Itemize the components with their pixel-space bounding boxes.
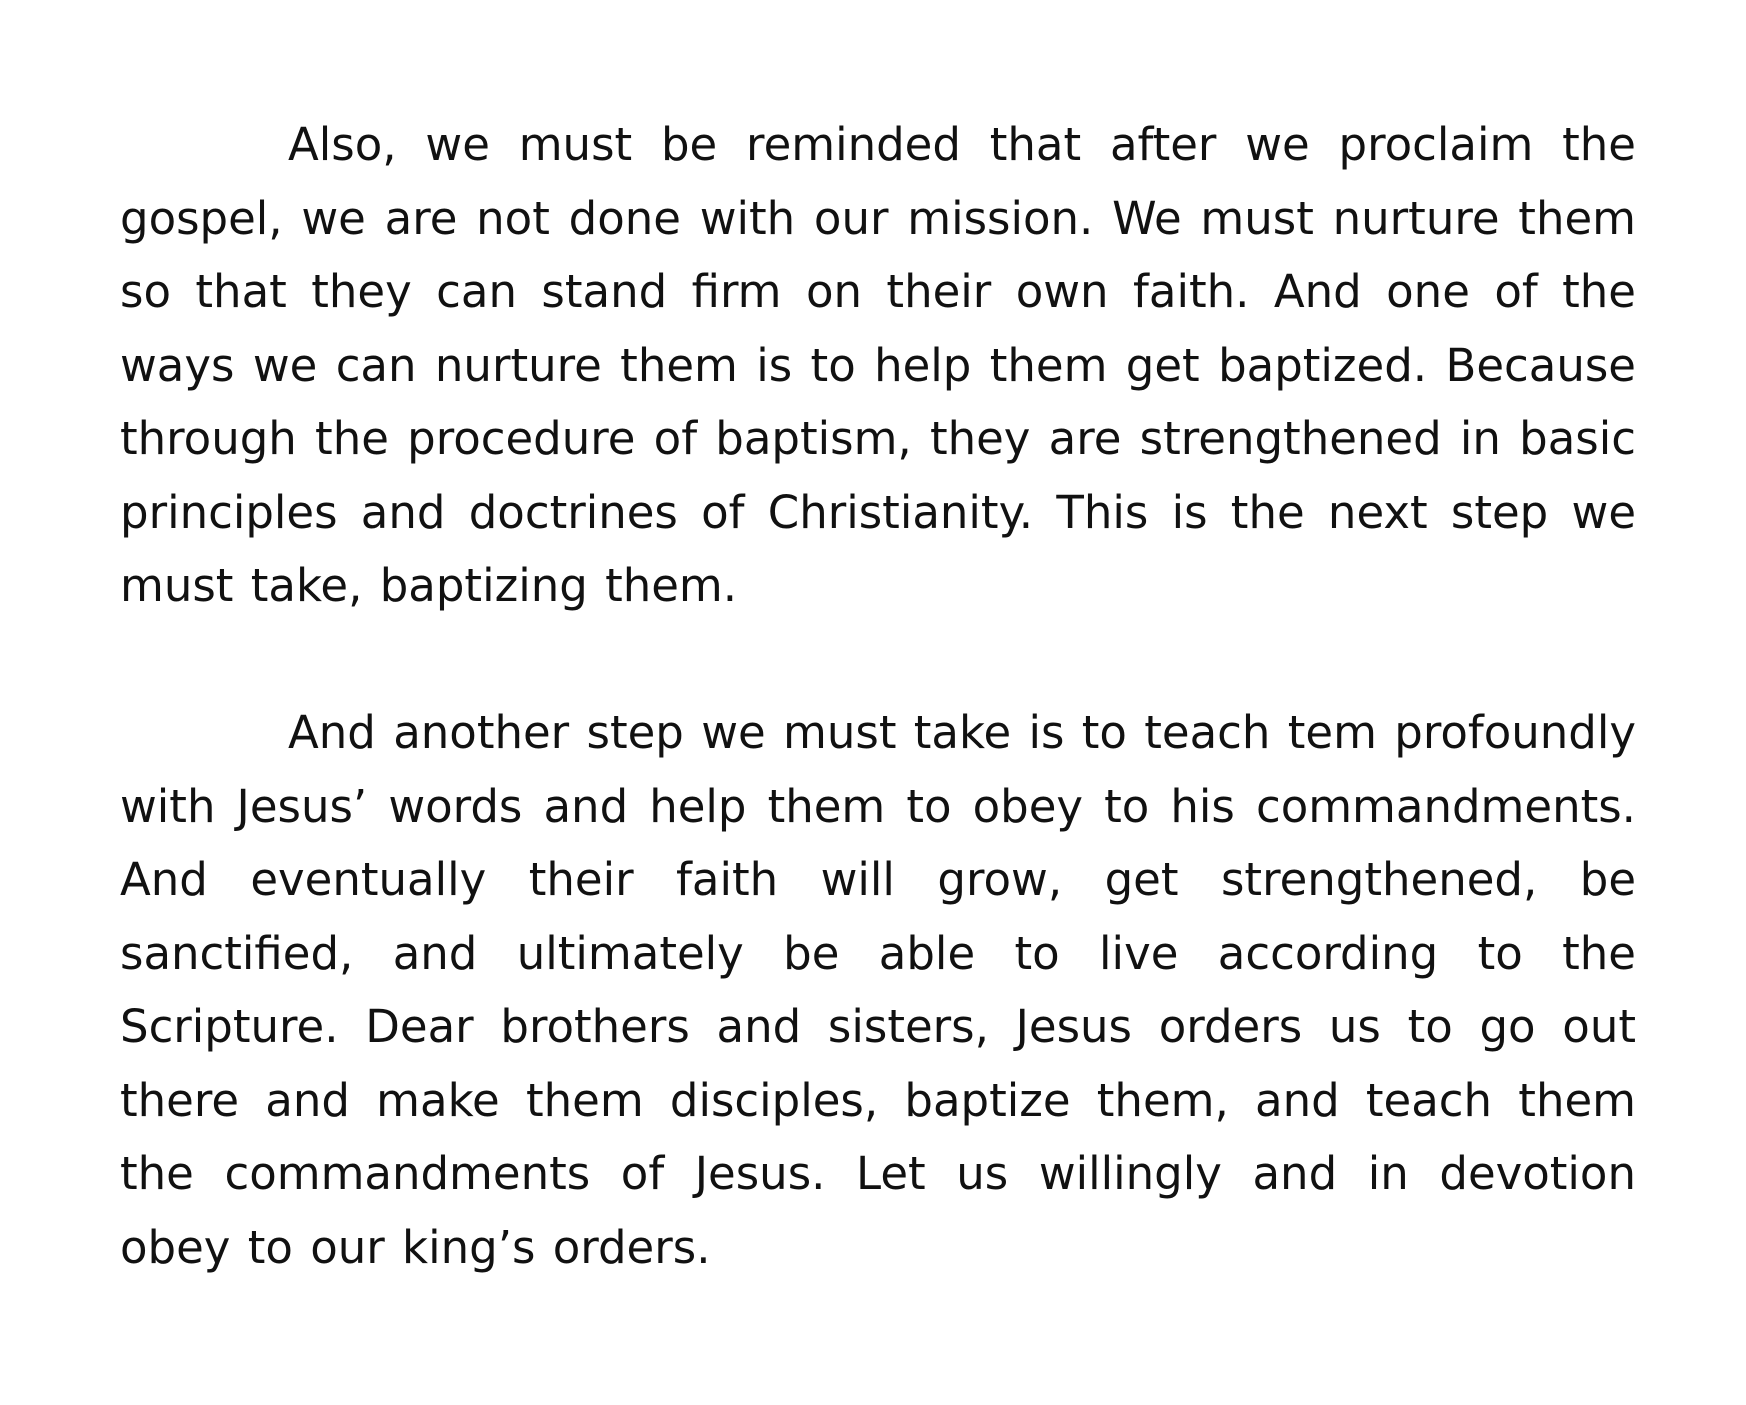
- paragraph-teaching: And another step we must take is to teach tem profoundly with Jesus’ words and help them to obey to his commandments. And eventually their faith will grow, get strengthened, be sanctified, and ultimately be able to live according to the Scripture. Dear brothers and sisters, Jesus orders us to go out there and make them disciples, baptize them, and teach them the commandments of Jesus. Let us willingly and in devotion obey to our king’s orders.: [120, 706, 1636, 1274]
- document-page: [120, 108, 1636, 1284]
- paragraph-baptism: Also, we must be reminded that after we proclaim the gospel, we are not done with our mission. We must nurture them so that they can stand firm on their own faith. And one of the ways we can nurture them is to help them get baptized. Because through the procedure of baptism, they are strengthened in basic principles and doctrines of Christianity. This is the next step we must take, baptizing them.: [120, 118, 1636, 612]
